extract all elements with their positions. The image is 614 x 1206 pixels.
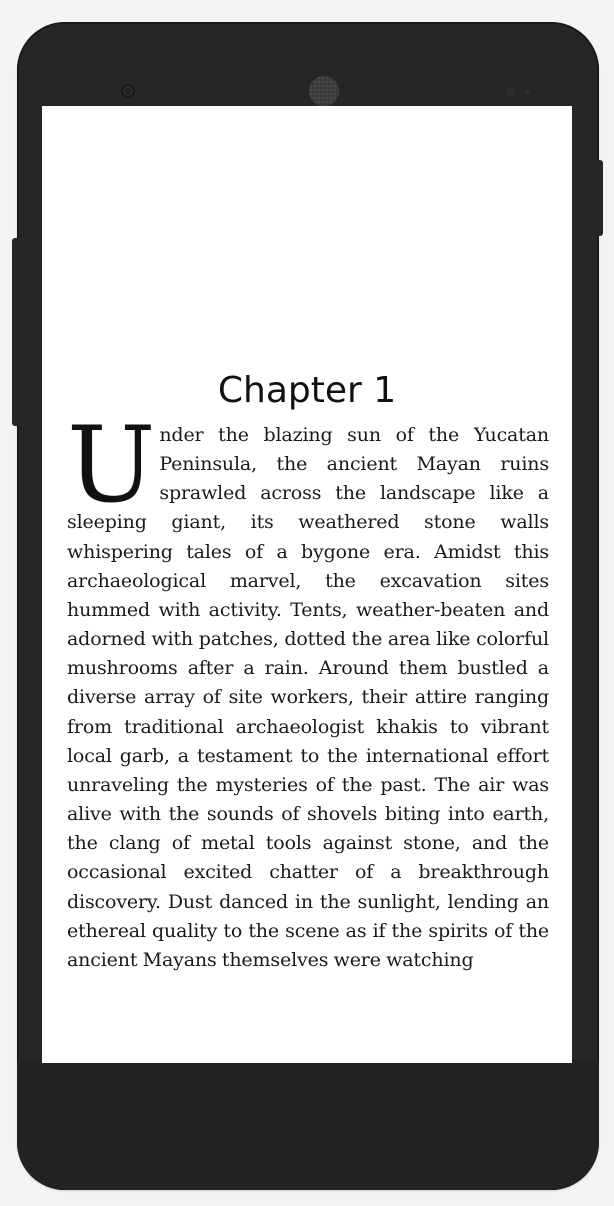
reader-page[interactable] — [67, 421, 549, 1004]
proximity-sensor-icon — [506, 87, 515, 96]
bottom-bezel — [17, 1060, 599, 1190]
chapter-paragraph — [67, 421, 549, 975]
drop-cap: U — [67, 421, 156, 526]
earpiece-speaker-icon — [309, 76, 339, 106]
light-sensor-icon — [525, 89, 530, 94]
chapter-title: Chapter 1 — [217, 370, 397, 411]
volume-button[interactable] — [12, 238, 20, 426]
front-camera-icon — [121, 84, 135, 98]
power-button[interactable] — [596, 160, 603, 236]
paragraph-text: nder the blazing sun of the Yucatan Peninsula, the ancient Mayan ruins sprawled across the landscape like a sleeping giant, its weathered stone walls whispering tales of a bygone era. Amidst this archaeological marvel, the excavation sites hummed with activity. Tents, weather-beaten and adorned with patches, dotted the area like colorful mushrooms after a rain. Around them bustled a diverse array of site workers, their attire ranging from traditional archaeologist khakis to vibrant local garb, a testament to the international effort unraveling the mysteries of the past. The air was alive with the sounds of shovels biting into earth, the clang of metal tools against stone, and the occasional excited chatter of a breakthrough discovery. Dust danced in the sunlight, lending an ethereal quality to the scene as if the spirits of the ancient Mayans themselves were watching — [67, 424, 549, 971]
